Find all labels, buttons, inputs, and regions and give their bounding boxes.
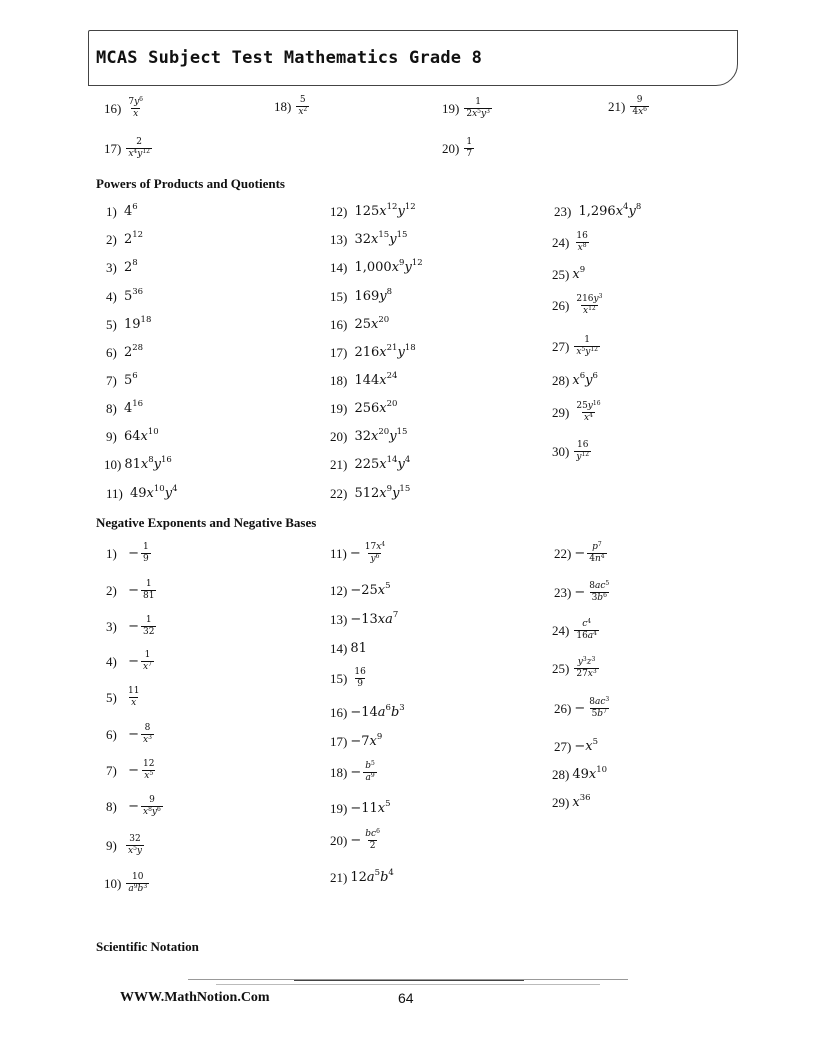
item-number: 16)	[330, 705, 348, 720]
negative-answer-18: 18) − $\frac{b^5}{a^9}$	[330, 760, 375, 784]
negative-answer-1: 1) − $\frac{1}{9}$	[106, 542, 149, 565]
item-number: 19)	[330, 801, 348, 816]
powers-answer-4: 4) $5^{36}$	[106, 287, 144, 304]
item-number: 7)	[106, 373, 117, 388]
powers-answer-13: 13) $32x^{15}y^{15}$	[330, 230, 408, 247]
item-number: 6)	[106, 727, 117, 743]
section-heading-negative: Negative Exponents and Negative Bases	[96, 515, 317, 530]
negative-answer-8: 8) − $\frac{9}{x^8y^6}$	[106, 795, 161, 818]
item-number: 16)	[104, 101, 122, 117]
powers-answer-30: 30) $\frac{16}{y^{12}}$	[552, 440, 590, 463]
item-number: 5)	[106, 317, 117, 332]
item-number: 4)	[106, 654, 117, 670]
item-number: 23)	[554, 204, 572, 219]
item-number: 15)	[330, 289, 348, 304]
item-number: 10)	[104, 876, 122, 892]
negative-answer-7: 7) − $\frac{12}{x^5}$	[106, 759, 155, 782]
item-number: 30)	[552, 444, 570, 460]
negative-answer-23: 23) − $\frac{8ac^5}{3b^6}$	[554, 580, 610, 604]
answer-17: 17) $\frac{2}{x^4y^{12}}$	[104, 137, 150, 160]
powers-answer-15: 15) $169y^8$	[330, 287, 393, 304]
item-number: 21)	[608, 99, 626, 115]
item-number: 3)	[106, 619, 117, 635]
item-number: 21)	[330, 457, 348, 472]
item-number: 20)	[442, 141, 460, 157]
powers-answer-26: 26) $\frac{216y^3}{x^{12}}$	[552, 293, 603, 317]
powers-answer-3: 3) $2^8$	[106, 258, 138, 275]
negative-answer-10: 10) $\frac{10}{a^9b^3}$	[104, 872, 148, 895]
item-number: 10)	[104, 457, 122, 472]
powers-answer-14: 14) $1,000x^9y^{12}$	[330, 258, 423, 275]
negative-answer-19: 19) $-11x^5$	[330, 799, 391, 816]
negative-answer-20: 20) − $\frac{bc^6}{2}$	[330, 828, 380, 852]
negative-answer-13: 13) $-13xa^7$	[330, 610, 399, 627]
item-number: 18)	[330, 373, 348, 388]
powers-answer-1: 1) $4^6$	[106, 202, 138, 219]
item-number: 24)	[552, 623, 570, 639]
negative-answer-12: 12) $-25x^5$	[330, 581, 391, 598]
item-number: 18)	[274, 99, 292, 115]
negative-answer-29: 29) $x^{36}$	[552, 793, 591, 810]
answer-19: 19) $\frac{1}{2x^5y^3}$	[442, 97, 490, 120]
negative-answer-9: 9) $\frac{32}{x^5y}$	[106, 834, 142, 857]
item-number: 4)	[106, 289, 117, 304]
powers-answer-8: 8) $4^{16}$	[106, 399, 144, 416]
item-number: 20)	[330, 429, 348, 444]
powers-answer-27: 27) $\frac{1}{x^5y^{12}}$	[552, 335, 598, 358]
item-number: 19)	[330, 401, 348, 416]
item-number: 12)	[330, 583, 348, 598]
item-number: 8)	[106, 401, 117, 416]
powers-answer-20: 20) $32x^{20}y^{15}$	[330, 427, 408, 444]
powers-answer-2: 2) $2^{12}$	[106, 230, 144, 247]
negative-answer-6: 6) − $\frac{8}{x^3}$	[106, 723, 152, 746]
powers-answer-7: 7) $5^6$	[106, 371, 138, 388]
powers-answer-10: 10) $81x^8y^{16}$	[104, 455, 172, 472]
powers-answer-25: 25) $x^9$	[552, 265, 586, 282]
item-number: 11)	[106, 486, 123, 501]
item-number: 8)	[106, 799, 117, 815]
powers-answer-5: 5) $19^{18}$	[106, 315, 152, 332]
footer-rule-lower	[216, 984, 600, 985]
powers-answer-19: 19) $256x^{20}$	[330, 399, 398, 416]
negative-answer-5: 5) $\frac{11}{x}$	[106, 686, 140, 709]
item-number: 3)	[106, 260, 117, 275]
negative-answer-2: 2) − $\frac{1}{81}$	[106, 579, 155, 602]
item-number: 11)	[330, 546, 347, 562]
item-number: 22)	[330, 486, 348, 501]
item-number: 25)	[552, 267, 570, 282]
item-number: 13)	[330, 232, 348, 247]
item-number: 29)	[552, 405, 570, 421]
item-number: 28)	[552, 767, 570, 782]
powers-answer-16: 16) $25x^{20}$	[330, 315, 390, 332]
item-number: 22)	[554, 546, 572, 562]
powers-answer-18: 18) $144x^{24}$	[330, 371, 398, 388]
section-heading-scientific: Scientific Notation	[96, 939, 199, 954]
item-number: 15)	[330, 671, 348, 687]
answer-18: 18) $\frac{5}{x^2}$	[274, 95, 308, 118]
item-number: 7)	[106, 763, 117, 779]
answer-21: 21) $\frac{9}{4x^6}$	[608, 95, 647, 118]
negative-answer-4: 4) − $\frac{1}{x^7}$	[106, 650, 152, 673]
negative-answer-22: 22) − $\frac{p^7}{4n^4}$	[554, 541, 605, 565]
item-number: 14)	[330, 260, 348, 275]
negative-answer-21: 21) $12a^5b^4$	[330, 868, 394, 885]
powers-answer-12: 12) $125x^{12}y^{12}$	[330, 202, 416, 219]
powers-answer-6: 6) $2^{28}$	[106, 343, 144, 360]
item-number: 14)	[330, 641, 348, 656]
item-number: 13)	[330, 612, 348, 627]
negative-answer-11: 11) − $\frac{17x^4}{y^6}$	[330, 541, 386, 565]
powers-answer-9: 9) $64x^{10}$	[106, 427, 159, 444]
negative-answer-26: 26) − $\frac{8ac^3}{5b^7}$	[554, 696, 610, 720]
page-number: 64	[398, 990, 414, 1006]
negative-answer-24: 24) $\frac{c^4}{16a^4}$	[552, 618, 597, 642]
item-number: 20)	[330, 833, 348, 849]
item-number: 27)	[552, 339, 570, 355]
item-number: 26)	[552, 298, 570, 314]
negative-answer-16: 16) $-14a^6b^3$	[330, 703, 405, 720]
powers-answer-24: 24) $\frac{16}{x^8}$	[552, 231, 588, 254]
footer-rule-accent	[294, 980, 524, 981]
item-number: 17)	[104, 141, 122, 157]
item-number: 9)	[106, 838, 117, 854]
item-number: 28)	[552, 373, 570, 388]
page-title: MCAS Subject Test Mathematics Grade 8	[96, 48, 483, 68]
item-number: 12)	[330, 204, 348, 219]
item-number: 26)	[554, 701, 572, 717]
negative-answer-3: 3) − $\frac{1}{32}$	[106, 615, 155, 638]
powers-answer-11: 11) $49x^{10}y^4$	[106, 484, 178, 501]
item-number: 29)	[552, 795, 570, 810]
item-number: 5)	[106, 690, 117, 706]
item-number: 23)	[554, 585, 572, 601]
item-number: 19)	[442, 101, 460, 117]
powers-answer-28: 28) $x^6y^6$	[552, 371, 598, 388]
item-number: 2)	[106, 232, 117, 247]
item-number: 2)	[106, 583, 117, 599]
item-number: 25)	[552, 661, 570, 677]
item-number: 21)	[330, 870, 348, 885]
item-number: 1)	[106, 204, 117, 219]
negative-answer-25: 25) $\frac{y^3z^3}{27x^3}$	[552, 656, 597, 680]
answer-16: 16) $\frac{7y^6}{x}$	[104, 96, 143, 120]
negative-answer-28: 28) $49x^{10}$	[552, 765, 608, 782]
negative-answer-15: 15) $\frac{16}{9}$	[330, 667, 366, 690]
item-number: 24)	[552, 235, 570, 251]
powers-answer-29: 29) $\frac{25y^{16}}{x^4}$	[552, 400, 601, 424]
powers-answer-22: 22) $512x^9y^{15}$	[330, 484, 411, 501]
answer-20: 20) $\frac{1}{7}$	[442, 137, 473, 160]
negative-answer-14: 14) 81	[330, 641, 367, 656]
negative-answer-17: 17) $-7x^9$	[330, 732, 383, 749]
item-number: 17)	[330, 345, 348, 360]
powers-answer-17: 17) $216x^{21}y^{18}$	[330, 343, 416, 360]
negative-answer-27: 27) $-x^5$	[554, 737, 599, 754]
item-number: 17)	[330, 734, 348, 749]
item-number: 9)	[106, 429, 117, 444]
item-number: 27)	[554, 739, 572, 754]
item-number: 1)	[106, 546, 117, 562]
powers-answer-21: 21) $225x^{14}y^4$	[330, 455, 411, 472]
item-number: 6)	[106, 345, 117, 360]
footer-site: WWW.MathNotion.Com	[120, 990, 270, 1005]
item-number: 18)	[330, 765, 348, 781]
powers-answer-23: 23) $1,296x^4y^8$	[554, 202, 642, 219]
item-number: 16)	[330, 317, 348, 332]
section-heading-powers: Powers of Products and Quotients	[96, 176, 285, 191]
